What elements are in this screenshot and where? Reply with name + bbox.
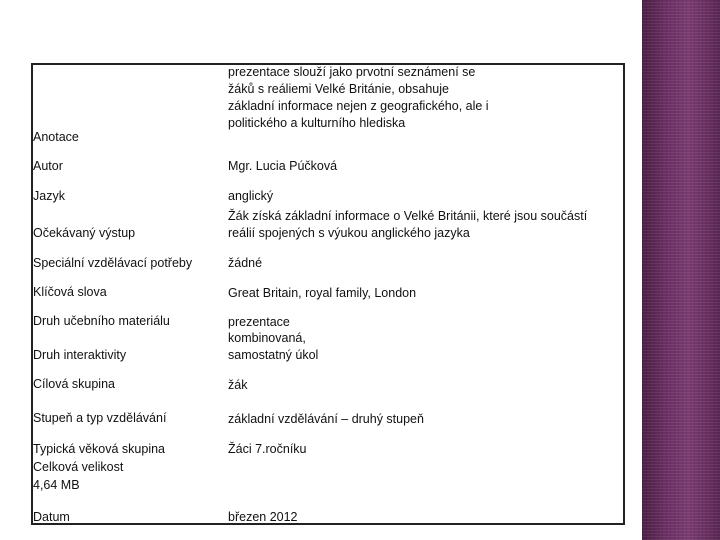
label-autor: Autor <box>33 159 63 173</box>
decorative-side-panel <box>642 0 720 540</box>
label-druh-materialu: Druh učebního materiálu <box>33 314 170 328</box>
value-autor: Mgr. Lucia Púčková <box>228 159 338 173</box>
value-druh-materialu: prezentace <box>228 315 290 329</box>
value-datum: březen 2012 <box>228 510 298 524</box>
label-datum: Datum <box>33 510 70 524</box>
value-anotace: prezentace slouží jako prvotní seznámení se žáků s reáliemi Velké Británie, obsahuje základní informace nejen z geografického, ale i politického a kulturního hlediska <box>228 65 489 130</box>
label-interaktivita: Druh interaktivity <box>33 348 127 362</box>
value-interaktivita: kombinovaná, samostatný úkol <box>228 331 319 362</box>
label-celkova-velikost: Celková velikost <box>33 460 124 474</box>
label-cilova-skupina: Cílová skupina <box>33 377 115 391</box>
label-potreby: Speciální vzdělávací potřeby <box>33 256 193 270</box>
value-klicova-slova: Great Britain, royal family, London <box>228 286 417 300</box>
value-jazyk: anglický <box>228 189 274 203</box>
value-stupen: základní vzdělávání – druhý stupeň <box>228 412 424 426</box>
value-potreby: žádné <box>228 256 263 270</box>
label-anotace: Anotace <box>33 130 79 144</box>
label-stupen: Stupeň a typ vzdělávání <box>33 411 167 425</box>
value-celkova-velikost: 4,64 MB <box>33 478 80 492</box>
label-klicova-slova: Klíčová slova <box>33 285 107 299</box>
value-cilova-skupina: žák <box>228 378 248 392</box>
label-vystup: Očekávaný výstup <box>33 226 136 240</box>
value-vystup: Žák získá základní informace o Velké Británii, které jsou součástí reálií spojených s výukou anglického jazyka <box>228 209 588 240</box>
label-jazyk: Jazyk <box>33 189 65 203</box>
label-vekova-skupina: Typická věková skupina <box>33 442 166 456</box>
value-vekova-skupina: Žáci 7.ročníku <box>228 442 307 456</box>
